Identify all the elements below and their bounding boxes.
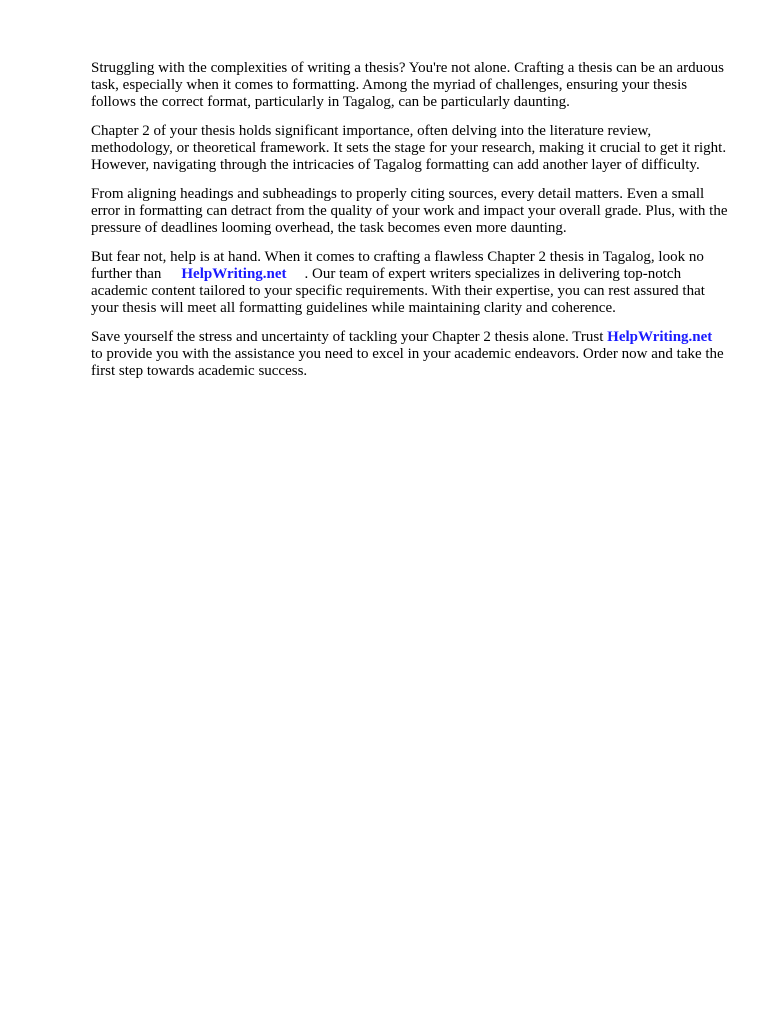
helpwriting-link[interactable]: HelpWriting.net [181,266,287,282]
paragraph-formatting-text: From aligning headings and subheadings to properly citing sources, every detail matters. Even a small error in formatting can detract from the quality of your work and impact your overall grade. Plus, with the pressure of deadlines looming overhead, the task becomes even more daunting. [91,186,728,236]
paragraph-intro [91,60,731,111]
document-body [91,60,731,392]
paragraph-formatting [91,186,731,237]
paragraph-chapter-2 [91,123,731,174]
paragraph-intro-text: Struggling with the complexities of writing a thesis? You're not alone. Crafting a thesis can be an arduous task, especially when it comes to formatting. Among the myriad of challenges, ensuring your thesis follows the correct format, particularly in Tagalog, can be particularly daunting. [91,60,725,110]
paragraph-help [91,249,731,317]
paragraph-closing-text-before: Save yourself the stress and uncertainty of tackling your Chapter 2 thesis alone. Trust [91,329,604,345]
helpwriting-link-2[interactable]: HelpWriting.net [607,329,713,345]
paragraph-closing-text-after: to provide you with the assistance you need to excel in your academic endeavors. Order now and take the first step towards academic success. [91,346,724,379]
paragraph-help-text-after: . Our team of expert writers specializes in delivering top-notch academic content tailored to your specific requirements. With their expertise, you can rest assured that your thesis will meet all formatting guidelines while maintaining clarity and coherence. [91,266,705,316]
paragraph-help-text-before: But fear not, help is at hand. When it comes to crafting a flawless Chapter 2 thesis in Tagalog, look no further than [91,249,704,282]
paragraph-chapter-2-text: Chapter 2 of your thesis holds significant importance, often delving into the literature review, methodology, or theoretical framework. It sets the stage for your research, making it crucial to get it right. However, navigating through the intricacies of Tagalog formatting can add another layer of difficulty. [91,123,727,173]
paragraph-closing [91,329,731,380]
